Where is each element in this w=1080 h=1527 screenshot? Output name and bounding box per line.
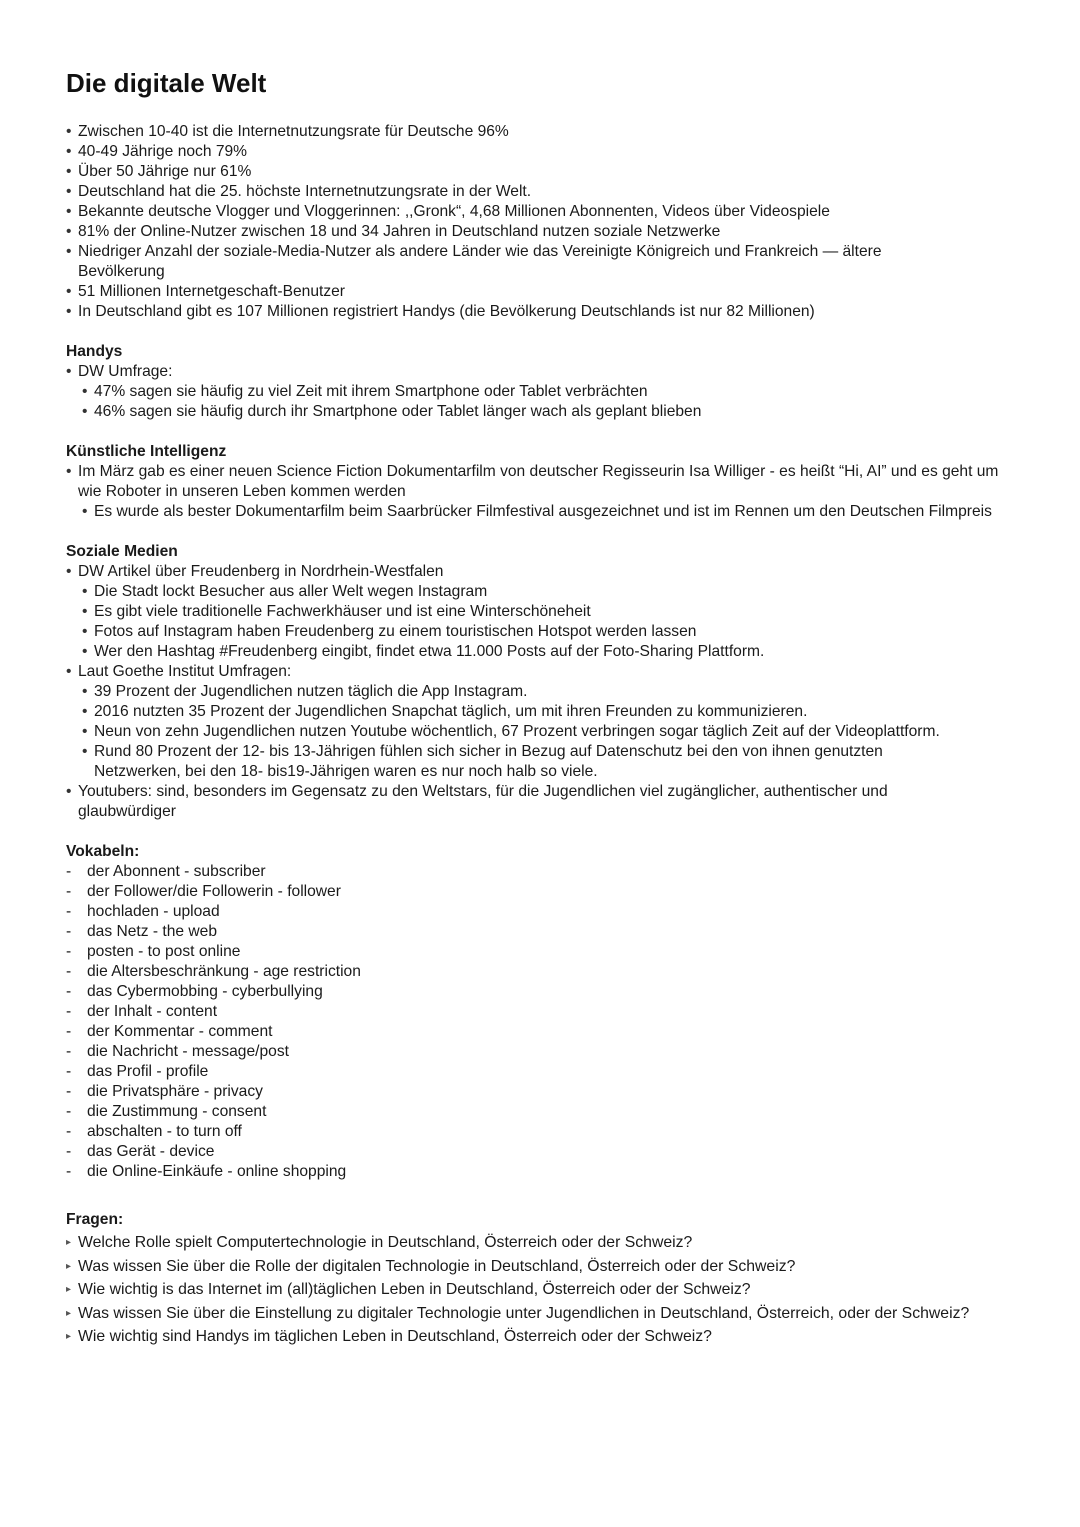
vocab-list (66, 862, 1026, 1182)
list-item: • Über 50 Jährige nur 61% (66, 162, 1026, 182)
vocab-item: - das Netz - the web (66, 922, 1026, 942)
list-item: • DW Artikel über Freudenberg in Nordrhein-Westfalen (66, 562, 1026, 582)
list-item: • Im März gab es einer neuen Science Fiction Dokumentarfilm von deutscher Regisseurin Isa Williger - es heißt “Hi, AI” und es geht um wie Roboter in unseren Leben kommen werden (66, 462, 1008, 502)
section-heading-handys: Handys (66, 343, 123, 360)
list-item: • Youtubers: sind, besonders im Gegensatz zu den Weltstars, für die Jugendlichen viel zugänglicher, authentischer und glaubwürdiger (66, 782, 958, 822)
vocab-item: - die Altersbeschränkung - age restriction (66, 962, 1026, 982)
list-item: • DW Umfrage: (66, 362, 1026, 382)
question-item: ▸ Was wissen Sie über die Rolle der digitalen Technologie in Deutschland, Österreich oder der Schweiz? (66, 1255, 1026, 1279)
list-item: • 40-49 Jährige noch 79% (66, 142, 1026, 162)
sub-list-item: • Wer den Hashtag #Freudenberg eingibt, findet etwa 11.000 Posts auf der Foto-Sharing Plattform. (66, 642, 1026, 662)
sub-list-item: • Die Stadt lockt Besucher aus aller Welt wegen Instagram (66, 582, 1026, 602)
vocab-item: - hochladen - upload (66, 902, 1026, 922)
vocab-item: - die Privatsphäre - privacy (66, 1082, 1026, 1102)
sub-list-item: • 46% sagen sie häufig durch ihr Smartphone oder Tablet länger wach als geplant blieben (66, 402, 1026, 422)
section-heading-vocab: Vokabeln: (66, 843, 140, 860)
vocab-item: - das Cybermobbing - cyberbullying (66, 982, 1026, 1002)
sub-list-item: • 47% sagen sie häufig zu viel Zeit mit ihrem Smartphone oder Tablet verbrächten (66, 382, 1026, 402)
sub-list-item: • Neun von zehn Jugendlichen nutzen Youtube wöchentlich, 67 Prozent verbringen sogar täglich Zeit auf der Videoplattform. (66, 722, 1026, 742)
vocab-item: - der Inhalt - content (66, 1002, 1026, 1022)
vocab-item: - die Online-Einkäufe - online shopping (66, 1162, 1026, 1182)
sub-list-item: • 39 Prozent der Jugendlichen nutzen täglich die App Instagram. (66, 682, 1026, 702)
list-item: • 81% der Online-Nutzer zwischen 18 und 34 Jahren in Deutschland nutzen soziale Netzwerke (66, 222, 1026, 242)
sub-list-item: • 2016 nutzten 35 Prozent der Jugendlichen Snapchat täglich, um mit ihren Freunden zu kommunizieren. (66, 702, 1026, 722)
ki-list (66, 462, 1026, 522)
sub-list-item: • Rund 80 Prozent der 12- bis 13-Jährigen fühlen sich sicher in Bezug auf Datenschutz bei den von ihnen genutzten Netzwerken, bei den 18- bis19-Jährigen waren es nur noch halb so viele. (66, 742, 964, 782)
intro-list (66, 122, 1026, 322)
list-item: • Laut Goethe Institut Umfragen: (66, 662, 1026, 682)
vocab-item: - der Follower/die Followerin - follower (66, 882, 1026, 902)
sub-list-item: • Es gibt viele traditionelle Fachwerkhäuser und ist eine Winterschöneheit (66, 602, 1026, 622)
sub-list-item: • Es wurde als bester Dokumentarfilm beim Saarbrücker Filmfestival ausgezeichnet und ist im Rennen um den Deutschen Filmpreis (66, 502, 994, 522)
vocab-item: - das Profil - profile (66, 1062, 1026, 1082)
question-item: ▸ Welche Rolle spielt Computertechnologie in Deutschland, Österreich oder der Schweiz? (66, 1231, 1026, 1255)
vocab-item: - posten - to post online (66, 942, 1026, 962)
list-item: • Niedriger Anzahl der soziale-Media-Nutzer als andere Länder wie das Vereinigte Königreich und Frankreich — ältere Bevölkerung (66, 242, 948, 282)
vocab-item: - die Nachricht - message/post (66, 1042, 1026, 1062)
vocab-item: - abschalten - to turn off (66, 1122, 1026, 1142)
page-title: Die digitale Welt (66, 68, 267, 98)
question-item: ▸ Wie wichtig sind Handys im täglichen Leben in Deutschland, Österreich oder der Schweiz? (66, 1325, 1026, 1349)
question-item: ▸ Wie wichtig is das Internet im (all)täglichen Leben in Deutschland, Österreich oder der Schweiz? (66, 1278, 1026, 1302)
vocab-item: - die Zustimmung - consent (66, 1102, 1026, 1122)
questions-list (66, 1231, 1026, 1349)
list-item: • 51 Millionen Internetgeschaft-Benutzer (66, 282, 1026, 302)
social-list (66, 562, 1026, 822)
section-heading-ki: Künstliche Intelligenz (66, 443, 227, 460)
question-item: ▸ Was wissen Sie über die Einstellung zu digitaler Technologie unter Jugendlichen in Deutschland, Österreich, oder der Schweiz? (66, 1302, 1026, 1326)
vocab-item: - der Kommentar - comment (66, 1022, 1026, 1042)
list-item: • Deutschland hat die 25. höchste Internetnutzungsrate in der Welt. (66, 182, 1026, 202)
list-item: • In Deutschland gibt es 107 Millionen registriert Handys (die Bevölkerung Deutschlands ist nur 82 Millionen) (66, 302, 1026, 322)
vocab-item: - das Gerät - device (66, 1142, 1026, 1162)
list-item: • Bekannte deutsche Vlogger und Vloggerinnen: ,,Gronk“, 4,68 Millionen Abonnenten, Videos über Videospiele (66, 202, 1026, 222)
handys-list (66, 362, 1026, 422)
section-heading-social: Soziale Medien (66, 543, 178, 560)
document-page (66, 66, 1026, 1349)
vocab-item: - der Abonnent - subscriber (66, 862, 1026, 882)
sub-list-item: • Fotos auf Instagram haben Freudenberg zu einem touristischen Hotspot werden lassen (66, 622, 1026, 642)
list-item: • Zwischen 10-40 ist die Internetnutzungsrate für Deutsche 96% (66, 122, 1026, 142)
section-heading-questions: Fragen: (66, 1211, 124, 1228)
